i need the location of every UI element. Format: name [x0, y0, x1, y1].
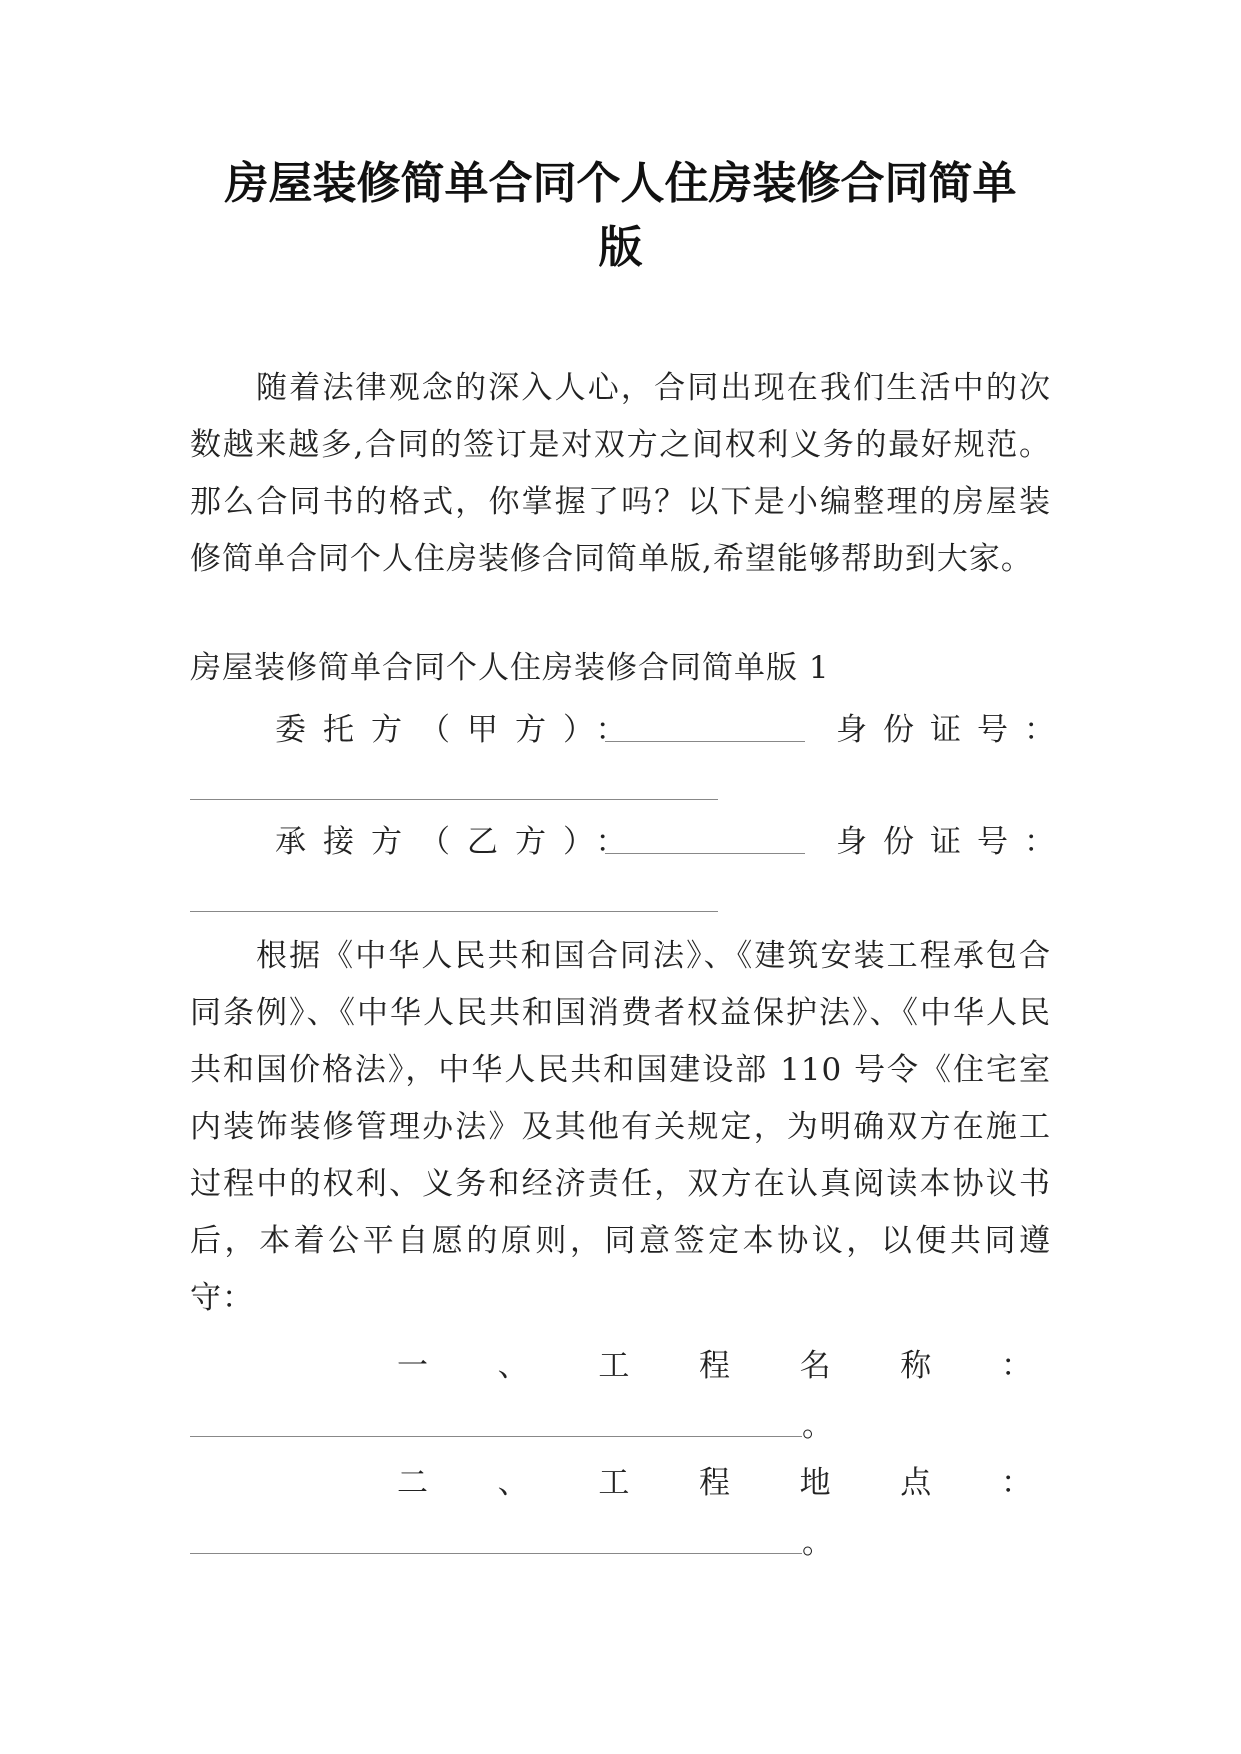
item-2-label: [397, 1455, 1032, 1512]
item-1-blank: [190, 1436, 802, 1437]
intro-paragraph: 随着法律观念的深入人心，合同出现在我们生活中的次数越来越多,合同的签订是对双方之间权利义务的最好规范。那么合同书的格式，你掌握了吗？以下是小编整理的房屋装修简单合同个人住房装修合同简单版,希望能够帮助到大家。: [190, 370, 1051, 577]
title-line-2: 版: [598, 222, 643, 273]
party-b-label: 承接方（乙方）：: [275, 824, 644, 860]
basis-paragraph: 根据《中华人民共和国合同法》、《建筑安装工程承包合同条例》、《中华人民共和国消费者权益保护法》、《中华人民共和国价格法》，中华人民共和国建设部 110 号令《住宅室内装饰装修管理办法》及其他有关规定，为明确双方在施工过程中的权利、义务和经济责任，双方在认真阅读本协议书后，本着公平自愿的原则，同意签定本协议，以便共同遵守：: [190, 938, 1051, 1316]
party-a-name-blank: [605, 741, 805, 742]
party-a-label: 委托方（甲方）：: [275, 712, 644, 748]
title-line-1: 房屋装修简单合同个人住房装修合同简单: [224, 158, 1017, 209]
item-1-char: 工: [598, 1348, 630, 1384]
party-a-id-label: 身份证号：: [836, 712, 1071, 748]
party-b-id-blank: [190, 911, 718, 912]
item-2-blank: [190, 1553, 802, 1554]
party-a-id-blank: [190, 799, 718, 800]
item-2-char: 程: [698, 1465, 730, 1501]
item-1-char: 称: [900, 1348, 932, 1384]
section-heading: 房屋装修简单合同个人住房装修合同简单版 1: [190, 650, 830, 686]
item-1-period: 。: [802, 1408, 833, 1444]
item-1-char: 一: [397, 1348, 428, 1384]
item-2-char: 点: [900, 1465, 932, 1501]
party-b-name-blank: [605, 853, 805, 854]
item-2-char: 二: [397, 1465, 428, 1501]
item-1-char: 、: [497, 1348, 529, 1384]
document-title: [190, 152, 1051, 280]
item-2-char: 、: [497, 1465, 529, 1501]
item-2-char: 工: [598, 1465, 630, 1501]
item-1-char: ：: [1000, 1348, 1032, 1384]
party-b-id-label: 身份证号：: [836, 824, 1071, 860]
item-1-char: 程: [698, 1348, 730, 1384]
item-1-label: [397, 1338, 1032, 1395]
item-2-char: 地: [799, 1465, 831, 1501]
item-1-char: 名: [799, 1348, 831, 1384]
item-2-char: ：: [1000, 1465, 1032, 1501]
item-2-period: 。: [802, 1525, 833, 1561]
